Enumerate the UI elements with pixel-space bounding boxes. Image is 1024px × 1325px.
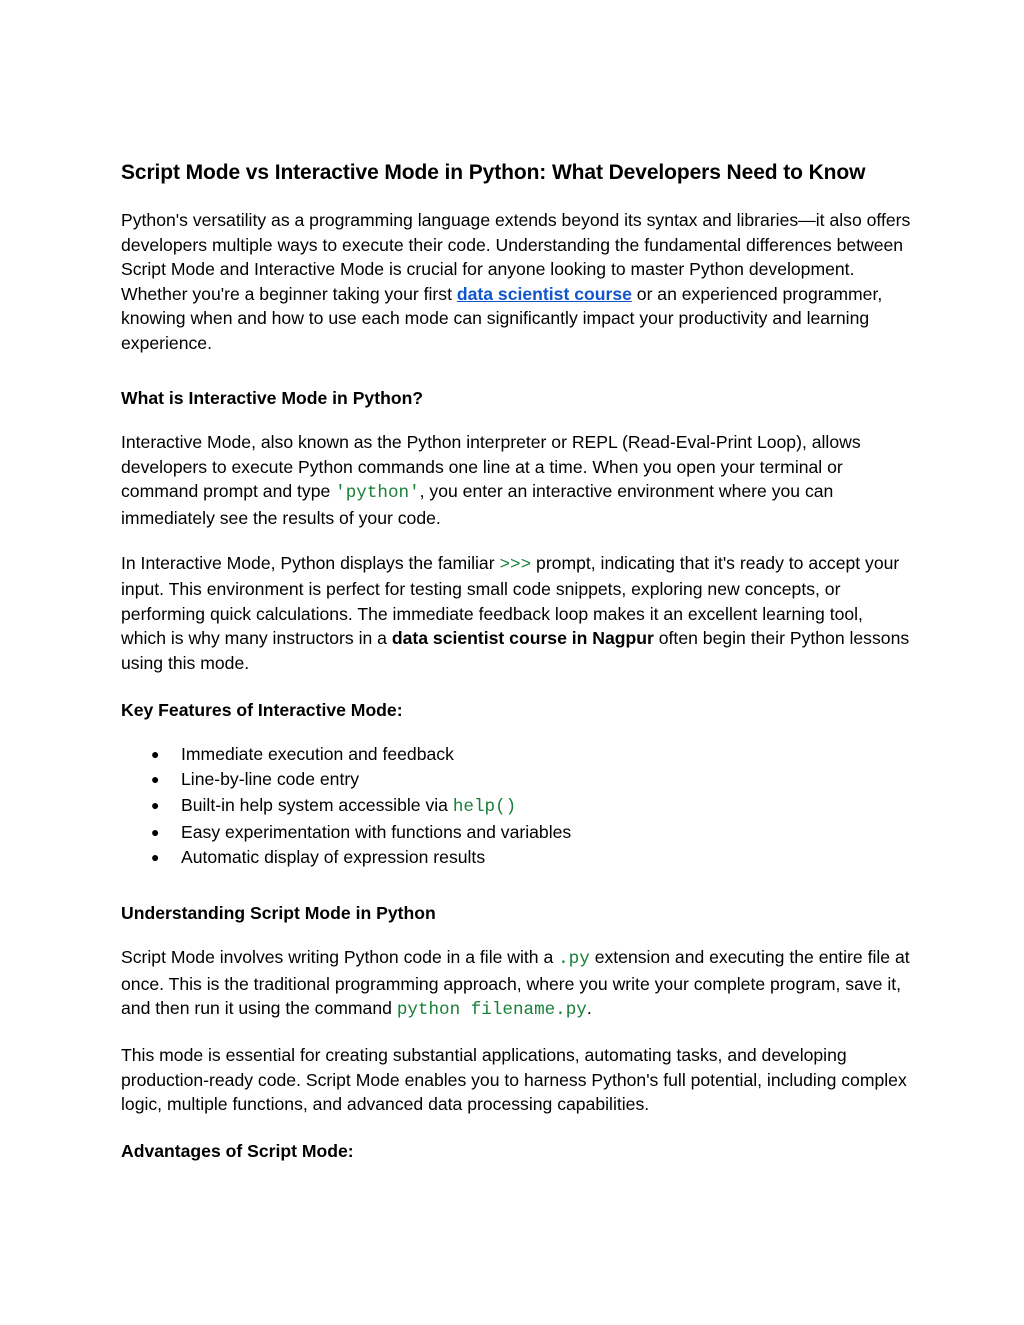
advantages-heading: Advantages of Script Mode: — [121, 1140, 354, 1161]
interactive-p1-text-end: , you enter an interactive environment where you can immediately see the results of your code. — [121, 481, 834, 528]
inline-code-run-command: python filename.py — [396, 1000, 587, 1021]
list-item-text: Automatic display of expression results — [181, 847, 486, 868]
bullet-icon: ● — [151, 849, 160, 866]
interactive-p1-text-start: Interactive Mode, also known as the Python interpreter or REPL (Read-Eval-Print Loop), allows developers to execute Python commands one line at a time. When you open your terminal or command prompt and type — [121, 432, 861, 502]
document-title: Script Mode vs Interactive Mode in Python: What Developers Need to Know — [121, 161, 866, 184]
list-item-text: Built-in help system accessible via — [181, 794, 453, 815]
script-p1-text-start: Script Mode involves writing Python code in a file with a — [121, 947, 559, 968]
interactive-p2-text-start: In Interactive Mode, Python displays the familiar — [121, 552, 500, 573]
interactive-p2-text-middle: prompt, indicating that it's ready to accept your input. This environment is perfect for testing small code snippets, exploring new concepts, or performing quick calculations. The immediate feedback loop makes it an excellent learning tool, which is why many instructors in a — [121, 552, 900, 649]
intro-text-before-link: Python's versatility as a programming language extends beyond its syntax and libraries—it also offers developers multiple ways to execute their code. Understanding the fundamental differences between Script Mode and Interactive Mode is crucial for anyone looking to master Python development. Whether you're a beginner taking your first — [121, 210, 911, 304]
document-page — [121, 158, 911, 1163]
bullet-icon: ● — [151, 823, 160, 840]
inline-code-python: 'python' — [335, 483, 420, 504]
list-item-text: Easy experimentation with functions and variables — [181, 821, 572, 842]
script-paragraph-2: This mode is essential for creating substantial applications, automating tasks, and developing production-ready code. Script Mode enables you to harness Python's full potential, including complex logic, multiple functions, and advanced data processing capabilities. — [121, 1044, 907, 1115]
intro-text-after-link: or an experienced programmer, knowing when and how to use each mode can significantly impact your productivity and learning experience. — [121, 283, 883, 353]
list-item — [121, 767, 911, 792]
script-mode-heading: Understanding Script Mode in Python — [121, 902, 436, 923]
interactive-paragraph-1 — [121, 430, 911, 530]
bullet-icon: ● — [151, 746, 160, 763]
features-list — [121, 742, 911, 870]
script-p1-text-middle: extension and executing the entire file at once. This is the traditional programming approach, where you write your complete program, save it, and then run it using the command — [121, 947, 910, 1019]
list-item — [121, 845, 911, 870]
inline-code-help: help() — [452, 796, 517, 817]
interactive-mode-heading: What is Interactive Mode in Python? — [121, 387, 424, 408]
key-features-heading: Key Features of Interactive Mode: — [121, 699, 403, 720]
list-item — [121, 820, 911, 845]
data-scientist-course-link[interactable]: data scientist course — [456, 283, 632, 304]
bold-course-nagpur: data scientist course in Nagpur — [391, 628, 654, 649]
bullet-icon: ● — [151, 796, 160, 813]
list-item — [121, 742, 911, 767]
interactive-paragraph-2 — [121, 551, 911, 676]
interactive-p2-text-end: often begin their Python lessons using this mode. — [121, 628, 910, 673]
bullet-icon: ● — [151, 771, 160, 788]
intro-paragraph — [121, 208, 911, 356]
script-paragraph-1 — [121, 945, 911, 1023]
inline-code-py-extension: .py — [558, 949, 590, 970]
list-item — [121, 793, 911, 820]
list-item-text: Immediate execution and feedback — [181, 744, 454, 765]
script-p1-text-end: . — [586, 998, 592, 1019]
list-item-text: Line-by-line code entry — [181, 769, 359, 790]
inline-code-prompt: >>> — [499, 554, 532, 575]
